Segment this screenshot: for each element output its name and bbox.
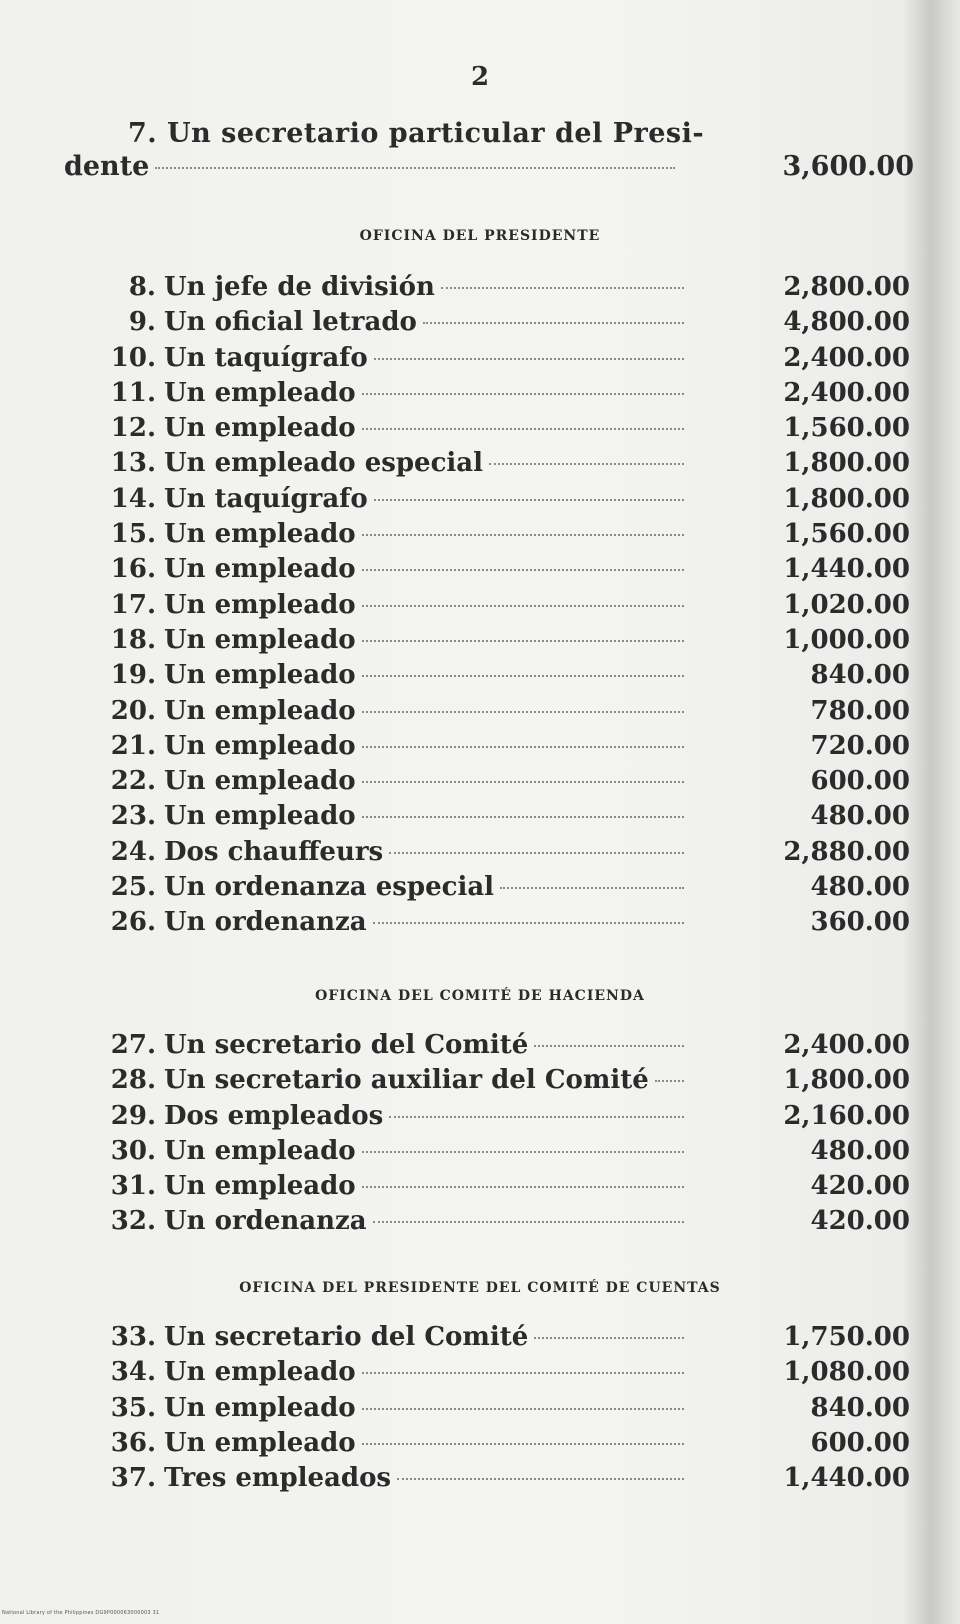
row-description: Un empleado	[164, 413, 356, 444]
dot-leader	[362, 1372, 684, 1374]
intro-line-2-text: dente	[64, 151, 150, 182]
dot-leader	[362, 746, 684, 748]
row-number: 19.	[110, 660, 156, 691]
row-description: Un ordenanza	[164, 907, 367, 938]
row-description: Un secretario del Comité	[164, 1030, 529, 1060]
table-row	[100, 837, 910, 872]
dot-leader	[534, 1337, 684, 1339]
row-description: Un empleado	[164, 1427, 356, 1458]
row-number: 35.	[110, 1392, 156, 1423]
row-number: 13.	[110, 448, 156, 479]
row-number: 29.	[110, 1100, 156, 1131]
table-row	[100, 625, 910, 660]
row-amount: 480.00	[810, 872, 910, 903]
dot-leader	[441, 287, 684, 289]
table-row	[100, 272, 910, 307]
section-rows-comite-hacienda	[100, 1030, 910, 1242]
table-row	[100, 1322, 910, 1357]
page-number: 2	[470, 62, 490, 92]
dot-leader	[374, 358, 684, 360]
dot-leader	[534, 1045, 684, 1047]
row-number: 8.	[128, 272, 156, 302]
row-description: Dos chauffeurs	[164, 836, 384, 867]
table-row	[100, 448, 910, 483]
row-amount: 1,800.00	[783, 483, 910, 514]
row-description: Un secretario auxiliar del Comité	[164, 1065, 649, 1096]
dot-leader	[373, 1221, 684, 1223]
dot-leader	[362, 711, 684, 713]
row-description: Un empleado	[164, 589, 356, 620]
table-row	[100, 378, 910, 413]
row-number: 22.	[110, 766, 156, 797]
row-number: 18.	[110, 624, 156, 655]
row-description: Un taquígrafo	[164, 483, 368, 514]
row-number: 11.	[110, 377, 156, 408]
table-row	[100, 519, 910, 554]
row-description: Dos empleados	[164, 1100, 384, 1131]
table-row	[100, 1030, 910, 1065]
row-amount: 360.00	[810, 907, 910, 938]
table-row	[100, 731, 910, 766]
row-amount: 2,880.00	[783, 836, 910, 867]
row-amount: 420.00	[810, 1171, 910, 1202]
row-amount: 840.00	[810, 1392, 910, 1423]
dot-leader	[362, 1186, 684, 1188]
row-amount: 600.00	[810, 1427, 910, 1458]
dot-leader	[362, 640, 684, 642]
row-amount: 2,160.00	[783, 1100, 910, 1131]
row-number: 9.	[128, 307, 156, 338]
row-number: 28.	[110, 1065, 156, 1096]
dot-leader	[500, 887, 684, 889]
row-description: Un oficial letrado	[164, 307, 417, 338]
dot-leader	[362, 569, 684, 571]
table-row	[100, 660, 910, 695]
row-number: 27.	[110, 1030, 156, 1060]
row-description: Un empleado	[164, 1171, 356, 1202]
dot-leader	[389, 852, 684, 854]
row-description: Un ordenanza especial	[164, 872, 495, 903]
row-amount: 1,440.00	[783, 554, 910, 585]
row-amount: 4,800.00	[783, 307, 910, 338]
row-number: 14.	[110, 483, 156, 514]
table-row	[100, 872, 910, 907]
dot-leader	[655, 1080, 684, 1082]
dot-leader	[362, 816, 684, 818]
row-number: 36.	[110, 1427, 156, 1458]
row-amount: 2,400.00	[783, 1030, 910, 1060]
section-title-comite-cuentas: OFICINA DEL PRESIDENTE DEL COMITÉ DE CUENTAS	[239, 1280, 721, 1296]
row-description: Un jefe de división	[164, 272, 435, 302]
row-number: 33.	[110, 1322, 156, 1352]
row-number: 15.	[110, 519, 156, 550]
section-title-comite-hacienda: OFICINA DEL COMITÉ DE HACIENDA	[315, 988, 645, 1004]
row-number: 25.	[110, 872, 156, 903]
row-number: 26.	[110, 907, 156, 938]
table-row	[100, 1136, 910, 1171]
dot-leader	[362, 534, 684, 536]
dot-leader	[362, 428, 684, 430]
table-row	[100, 343, 910, 378]
row-amount: 780.00	[810, 695, 910, 726]
dot-leader	[362, 675, 684, 677]
dot-leader	[362, 605, 684, 607]
row-number: 21.	[110, 730, 156, 761]
section-title-oficina-presidente: OFICINA DEL PRESIDENTE	[359, 228, 601, 244]
row-amount: 600.00	[810, 766, 910, 797]
row-amount: 1,800.00	[783, 448, 910, 479]
dot-leader	[489, 463, 684, 465]
dot-leader	[362, 1151, 684, 1153]
intro-entry	[64, 118, 914, 182]
row-description: Un empleado especial	[164, 448, 484, 479]
table-row	[100, 907, 910, 942]
row-description: Un empleado	[164, 624, 356, 655]
table-row	[100, 801, 910, 836]
row-number: 24.	[110, 836, 156, 867]
row-description: Un empleado	[164, 730, 356, 761]
row-amount: 480.00	[810, 1135, 910, 1166]
dot-leader	[362, 1408, 684, 1410]
dot-leader	[373, 922, 684, 924]
row-number: 34.	[110, 1357, 156, 1388]
row-number: 20.	[110, 695, 156, 726]
row-number: 17.	[110, 589, 156, 620]
row-description: Un empleado	[164, 801, 356, 832]
dot-leader	[362, 781, 684, 783]
dot-leader	[362, 393, 684, 395]
table-row	[100, 484, 910, 519]
dot-leader	[374, 499, 684, 501]
row-description: Un empleado	[164, 519, 356, 550]
dot-leader	[423, 322, 684, 324]
intro-line-2	[64, 151, 914, 182]
dot-leader	[389, 1116, 684, 1118]
row-description: Un taquígrafo	[164, 342, 368, 373]
table-row	[100, 1171, 910, 1206]
row-description: Un empleado	[164, 377, 356, 408]
row-amount: 2,400.00	[783, 377, 910, 408]
table-row	[100, 1357, 910, 1392]
section-rows-comite-cuentas	[100, 1322, 910, 1498]
row-number: 10.	[110, 342, 156, 373]
row-number: 30.	[110, 1135, 156, 1166]
table-row	[100, 413, 910, 448]
table-row	[100, 590, 910, 625]
table-row	[100, 1428, 910, 1463]
row-amount: 1,800.00	[783, 1065, 910, 1096]
footer-credit: National Library of the Philippines DG9P000063000003 31	[2, 1610, 160, 1616]
row-description: Un empleado	[164, 1135, 356, 1166]
row-number: 16.	[110, 554, 156, 585]
dot-leader	[155, 167, 675, 169]
row-amount: 1,000.00	[783, 624, 910, 655]
row-description: Un empleado	[164, 1392, 356, 1423]
dot-leader	[362, 1443, 684, 1445]
row-amount: 420.00	[810, 1206, 910, 1237]
row-number: 31.	[110, 1171, 156, 1202]
intro-line-1: 7. Un secretario particular del Presi-	[128, 118, 705, 149]
table-row	[100, 307, 910, 342]
row-description: Un empleado	[164, 1357, 356, 1388]
row-number: 32.	[110, 1206, 156, 1237]
row-amount: 1,080.00	[783, 1357, 910, 1388]
row-amount: 1,440.00	[783, 1463, 910, 1494]
row-description: Un empleado	[164, 554, 356, 585]
row-description: Tres empleados	[164, 1463, 392, 1494]
table-row	[100, 1206, 910, 1241]
row-number: 12.	[110, 413, 156, 444]
row-description: Un empleado	[164, 766, 356, 797]
dot-leader	[397, 1478, 684, 1480]
row-amount: 1,560.00	[783, 519, 910, 550]
table-row	[100, 696, 910, 731]
row-amount: 480.00	[810, 801, 910, 832]
table-row	[100, 1463, 910, 1498]
table-row	[100, 1393, 910, 1428]
row-description: Un empleado	[164, 695, 356, 726]
row-amount: 1,020.00	[783, 589, 910, 620]
intro-amount: 3,600.00	[782, 151, 914, 182]
table-row	[100, 554, 910, 589]
row-amount: 2,400.00	[783, 342, 910, 373]
row-description: Un secretario del Comité	[164, 1322, 529, 1352]
row-description: Un empleado	[164, 660, 356, 691]
row-amount: 1,560.00	[783, 413, 910, 444]
row-number: 23.	[110, 801, 156, 832]
row-amount: 1,750.00	[783, 1322, 910, 1352]
table-row	[100, 1101, 910, 1136]
table-row	[100, 766, 910, 801]
row-amount: 2,800.00	[783, 272, 910, 302]
table-row	[100, 1065, 910, 1100]
row-amount: 840.00	[810, 660, 910, 691]
row-amount: 720.00	[810, 730, 910, 761]
section-rows-oficina-presidente	[100, 272, 910, 943]
row-description: Un ordenanza	[164, 1206, 367, 1237]
row-number: 37.	[110, 1463, 156, 1494]
